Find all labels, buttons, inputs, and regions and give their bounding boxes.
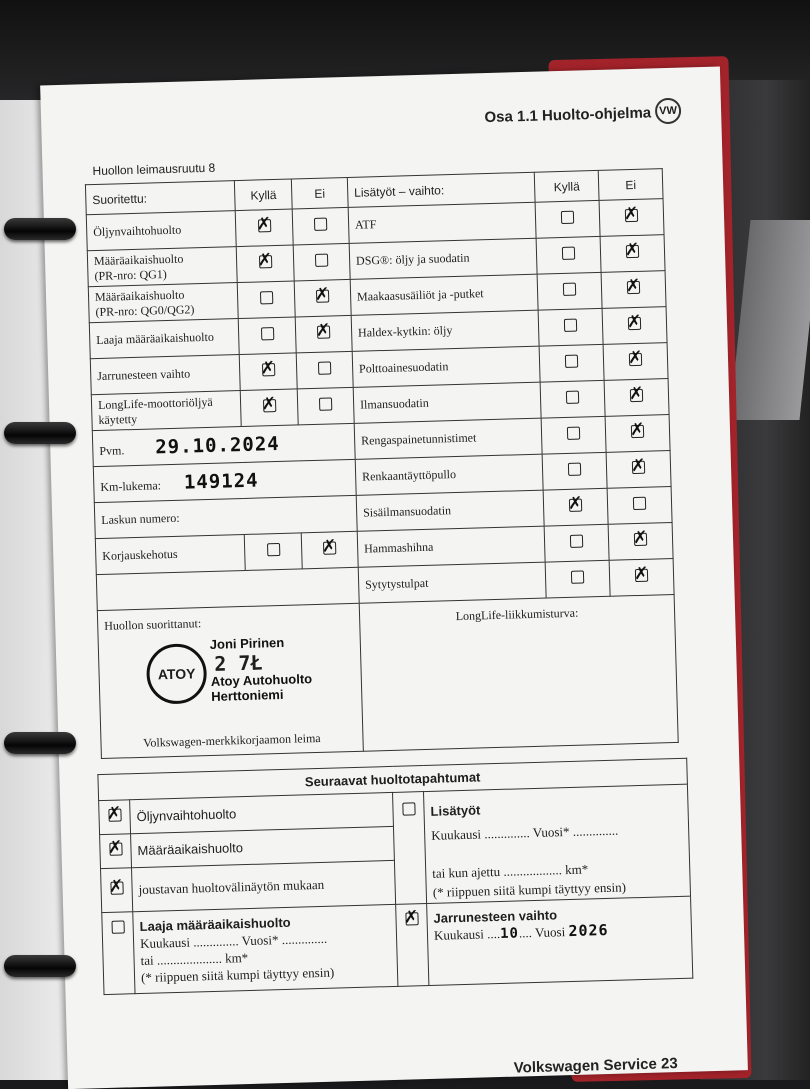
right-no: [601, 271, 666, 309]
checkbox-icon: [629, 353, 642, 366]
next-extra-note: (* riippuen siitä kumpi täyttyy ensin): [432, 879, 627, 900]
binder-ring: [4, 422, 76, 444]
checkbox-icon: [561, 211, 574, 224]
right-no: [600, 235, 665, 273]
next-wide-note: (* riippuen siitä kumpi täyttyy ensin): [140, 964, 335, 986]
service-book-page: [40, 67, 748, 1089]
left-no: [294, 279, 351, 317]
left-no: [295, 315, 352, 353]
checkbox-icon: [633, 497, 646, 510]
next-services-table: [97, 758, 693, 995]
check-rows: [86, 199, 674, 611]
next-brake-year-label: .... Vuosi: [518, 924, 566, 941]
performed-by-label: Huollon suorittanut:: [104, 616, 202, 633]
vw-logo-icon: VW: [655, 98, 682, 125]
right-item: Rengaspainetunnistimet: [354, 418, 542, 459]
left-no: [293, 243, 350, 281]
date-label: Pvm.: [99, 442, 125, 458]
checkbox-icon: [571, 570, 584, 583]
next-wide-check: [102, 912, 135, 995]
right-item: Sisäilmansuodatin: [356, 490, 544, 531]
atoy-logo-icon: ATOY: [146, 643, 208, 705]
checkbox-icon: [626, 245, 639, 258]
right-item: Hammashihna: [357, 526, 545, 567]
date-value: 29.10.2024: [154, 432, 280, 458]
next-wide-line: Kuukausi .............. Vuosi* ..............: [139, 930, 328, 952]
col-extra-no-label: Ei: [598, 169, 663, 201]
repair-no: [301, 531, 358, 569]
right-no: [599, 199, 664, 237]
invoice-label: Laskun numero:: [101, 510, 180, 527]
left-yes: [241, 389, 298, 427]
next-oil-label: Öljynvaihtohuolto: [130, 792, 394, 833]
checkbox-icon: [631, 425, 644, 438]
checkbox-icon: [263, 399, 276, 412]
repair-yes: [245, 533, 302, 571]
left-yes: [239, 317, 296, 355]
right-item: ATF: [348, 202, 536, 243]
left-item: Jarrunesteen vaihto: [90, 355, 240, 395]
right-no: [602, 307, 667, 345]
next-brake-cell: [427, 896, 693, 985]
longlife-label: LongLife-liikkumisturva:: [359, 594, 678, 751]
checkbox-icon: [567, 427, 580, 440]
right-item: Sytytystulpat: [358, 562, 546, 603]
next-extra-check: [393, 792, 427, 905]
left-item: Määräaikaishuolto (PR-nro: QG1): [87, 247, 237, 287]
checkbox-icon: [258, 219, 271, 232]
stamp-name: Joni Pirinen: [209, 634, 285, 652]
next-periodic-check: [100, 834, 132, 869]
km-label: Km-lukema:: [100, 477, 162, 494]
right-yes: [535, 200, 600, 238]
checkbox-icon: [635, 569, 648, 582]
left-yes: [240, 353, 297, 391]
left-item: Öljynvaihtohuolto: [86, 211, 236, 251]
right-no: [609, 559, 674, 597]
next-wide-km: tai .................... km*: [140, 950, 249, 969]
checkbox-icon: [566, 391, 579, 404]
right-item: Polttoainesuodatin: [352, 346, 540, 387]
right-item: DSG®: öljy ja suodatin: [349, 238, 537, 279]
right-no: [608, 523, 673, 561]
left-no: [297, 387, 354, 425]
checkbox-icon: [108, 809, 121, 822]
repair-item: Korjauskehotus: [95, 534, 245, 574]
right-no: [604, 379, 669, 417]
left-item: Laaja määräaikaishuolto: [89, 319, 239, 359]
next-brake-label: Jarrunesteen vaihto: [433, 907, 558, 926]
right-yes: [537, 272, 602, 310]
checkbox-icon: [318, 361, 331, 374]
right-item: Haldex-kytkin: öljy: [351, 310, 539, 351]
checkbox-icon: [111, 920, 124, 933]
right-no: [606, 451, 671, 489]
next-extra-label: Lisätyöt: [430, 802, 481, 819]
right-no: [607, 487, 672, 525]
checkbox-icon: [565, 355, 578, 368]
next-brake-check: [396, 904, 429, 987]
next-wide-label: Laaja määräaikaishuolto: [139, 914, 291, 935]
stamp-line2: Herttoniemi: [211, 686, 284, 704]
checkbox-icon: [110, 881, 123, 894]
col-extra-yes-label: Kyllä: [534, 170, 599, 202]
next-flexible-check: [101, 868, 133, 913]
checkbox-icon: [319, 397, 332, 410]
left-item: LongLife-moottoriöljyä käytetty: [91, 391, 241, 431]
next-brake-month: 10: [499, 925, 520, 942]
checkbox-icon: [323, 541, 336, 554]
checkbox-icon: [632, 461, 645, 474]
checkbox-icon: [314, 218, 327, 231]
left-yes: [236, 209, 293, 247]
right-item: Ilmansuodatin: [353, 382, 541, 423]
checkbox-icon: [317, 325, 330, 338]
checkbox-icon: [262, 363, 275, 376]
left-yes: [237, 245, 294, 283]
checkbox-icon: [568, 463, 581, 476]
next-title: Seuraavat huoltotapahtumat: [98, 758, 687, 800]
next-brake-year: 2026: [568, 920, 609, 941]
checkbox-icon: [259, 255, 272, 268]
next-wide-cell: [133, 904, 398, 993]
right-no: [605, 415, 670, 453]
col-yes-label: Kyllä: [235, 179, 292, 211]
right-yes: [540, 380, 605, 418]
checkbox-icon: [570, 535, 583, 548]
next-brake-month-label: Kuukausi ....: [433, 925, 501, 943]
checkbox-icon: [562, 247, 575, 260]
right-yes: [536, 236, 601, 274]
checkbox-icon: [563, 283, 576, 296]
next-extra-km: tai kun ajettu .................. km*: [432, 861, 589, 881]
right-yes: [539, 344, 604, 382]
binder-ring: [4, 732, 76, 754]
col-no-label: Ei: [291, 177, 348, 209]
next-extra-cell: [423, 784, 690, 903]
left-yes: [238, 281, 295, 319]
col-extra-label: Lisätyöt – vaihto:: [347, 172, 535, 207]
right-item: Maakaasusäiliöt ja -putket: [350, 274, 538, 315]
right-yes: [545, 560, 610, 598]
checkbox-icon: [261, 327, 274, 340]
stamp-line1: Atoy Autohuolto: [210, 671, 313, 689]
next-extra-line: Kuukausi .............. Vuosi* ..............: [431, 822, 619, 843]
checkbox-icon: [402, 802, 415, 815]
checkbox-icon: [627, 281, 640, 294]
binder-ring: [4, 218, 76, 240]
km-value: 149124: [183, 469, 259, 494]
next-flexible-label: joustavan huoltovälinäytön mukaan: [132, 860, 396, 911]
checkbox-icon: [260, 291, 273, 304]
checkbox-icon: [625, 209, 638, 222]
right-item: Renkaantäyttöpullo: [355, 454, 543, 495]
workshop-stamp: [101, 602, 375, 757]
right-yes: [544, 524, 609, 562]
binder-ring: [4, 955, 76, 977]
right-yes: [541, 416, 606, 454]
checkbox-icon: [569, 499, 582, 512]
checkbox-icon: [628, 317, 641, 330]
next-oil-check: [99, 800, 131, 835]
left-item: Määräaikaishuolto (PR-nro: QG0/QG2): [88, 283, 238, 323]
right-yes: [542, 452, 607, 490]
page-header: Osa 1.1 Huolto-ohjelma: [484, 104, 652, 127]
right-no: [603, 343, 668, 381]
dealer-stamp-label: Volkswagen-merkkikorjaamon leima: [143, 730, 321, 750]
checkbox-icon: [634, 533, 647, 546]
checkbox-icon: [405, 912, 418, 925]
right-yes: [543, 488, 608, 526]
signature: 2 7Ł: [214, 650, 263, 676]
checkbox-icon: [109, 843, 122, 856]
left-no: [296, 351, 353, 389]
checkbox-icon: [564, 319, 577, 332]
next-periodic-label: Määräaikaishuolto: [131, 826, 395, 867]
left-no: [292, 207, 349, 245]
page-footer: Volkswagen Service 23: [513, 1055, 678, 1077]
checkbox-icon: [315, 254, 328, 267]
right-yes: [538, 308, 603, 346]
section-title: Huollon leimausruutu 8: [92, 160, 216, 179]
checkbox-icon: [267, 543, 280, 556]
checkbox-icon: [316, 290, 329, 303]
checkbox-icon: [630, 389, 643, 402]
col-performed-label: Suoritettu:: [85, 181, 235, 215]
